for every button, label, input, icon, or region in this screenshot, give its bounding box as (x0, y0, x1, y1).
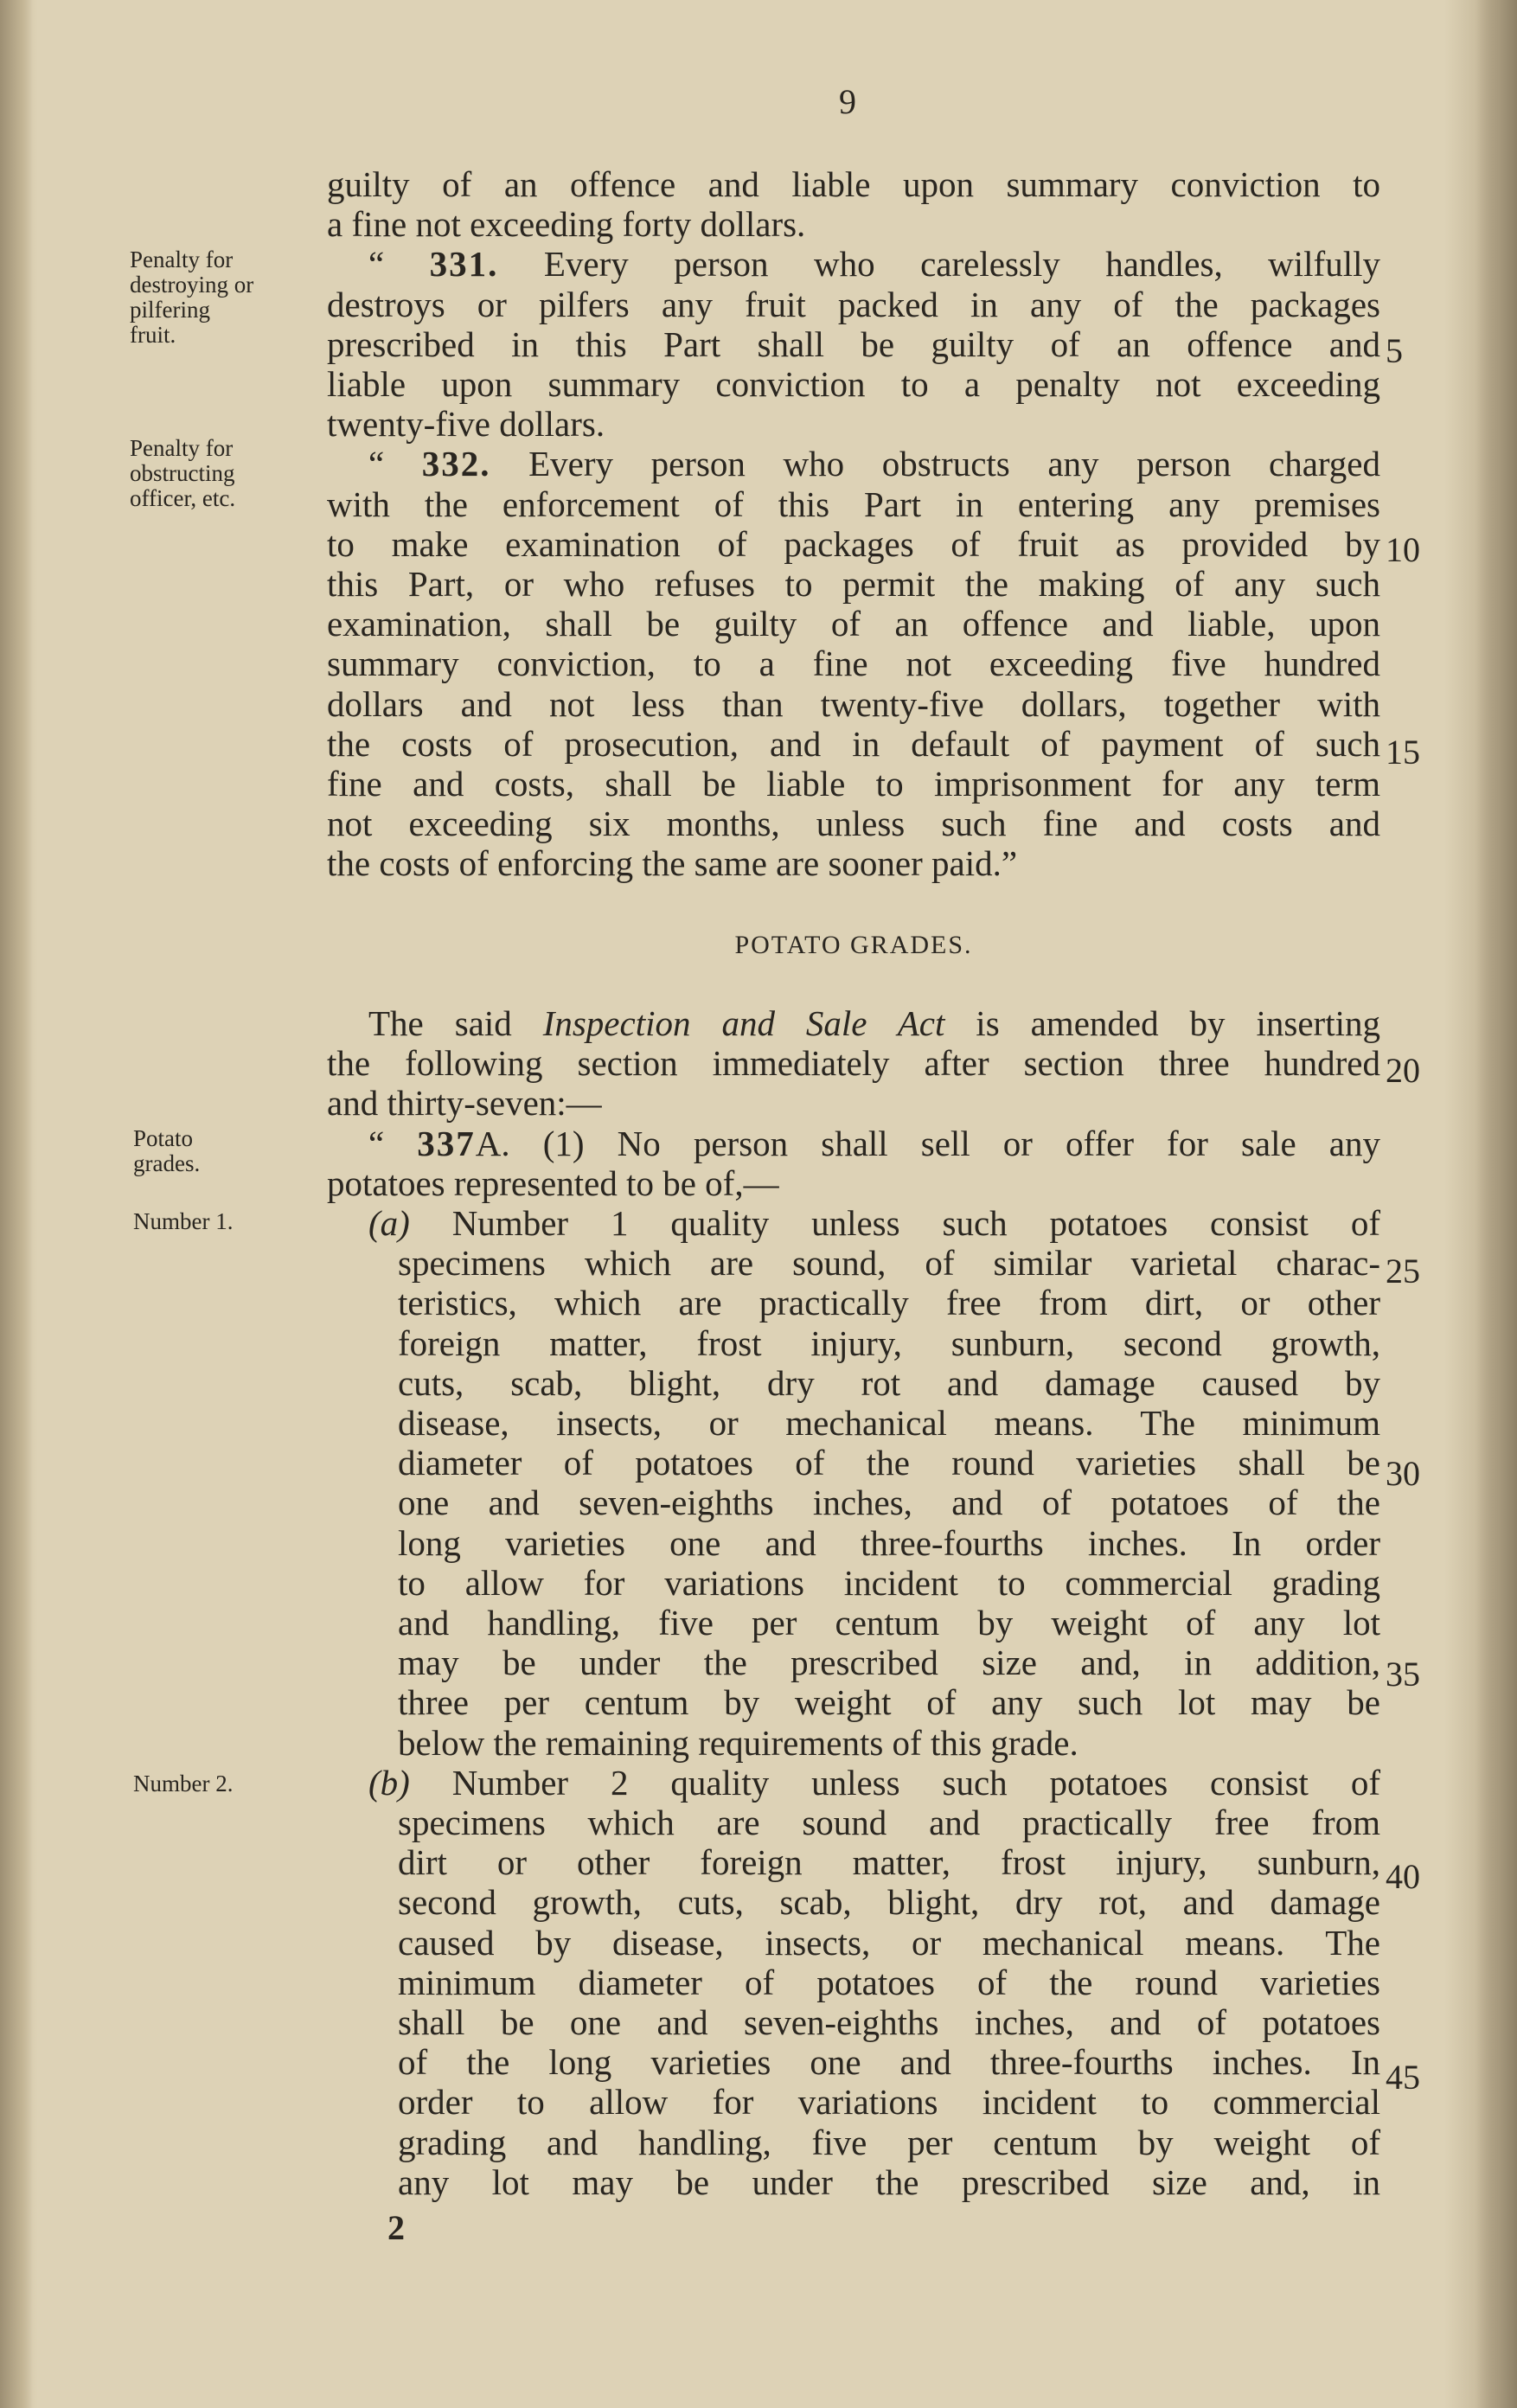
text-line: prescribed in this Part shall be guilty of an offence and (327, 323, 1380, 364)
line-number-20: 20 (1386, 1051, 1420, 1090)
line-number-45: 45 (1386, 2058, 1420, 2097)
text-line: disease, insects, or mechanical means. The minimum (398, 1403, 1380, 1444)
text-line: one and seven-eighths inches, and of potatoes of the (398, 1483, 1380, 1523)
text-line: may be under the prescribed size and, in addition, (398, 1643, 1380, 1683)
text-line: dirt or other foreign matter, frost injury, sunburn, (398, 1842, 1380, 1883)
text-line: this Part, or who refuses to permit the making of any such (327, 564, 1380, 605)
text-line: caused by disease, insects, or mechanical means. The (398, 1922, 1380, 1963)
text-line: fine and costs, shall be liable to imprisonment for any term (327, 764, 1380, 804)
text-line: liable upon summary conviction to a penalty not exceeding (327, 364, 1380, 405)
margin-note-number-2: Number 2. (133, 1771, 234, 1796)
text-line: not exceeding six months, unless such fine and costs and (327, 804, 1380, 844)
text-line: dollars and not less than twenty-five dollars, together with (327, 683, 1380, 724)
clause-label-a: (a) (368, 1203, 410, 1244)
section-number-337a: 337 (417, 1123, 476, 1163)
text-line: minimum diameter of potatoes of the round varieties (398, 1962, 1380, 2002)
text-line: order to allow for variations incident to commercial (398, 2082, 1380, 2123)
line-number-35: 35 (1386, 1655, 1420, 1694)
line-number-10: 10 (1386, 530, 1420, 569)
page-right-edge (1475, 0, 1517, 2408)
text-line: to allow for variations incident to commercial grading (398, 1562, 1380, 1603)
margin-note-number-1: Number 1. (133, 1208, 234, 1234)
line-number-40: 40 (1386, 1857, 1420, 1896)
clause-label-b: (b) (368, 1762, 410, 1803)
text-line: of the long varieties one and three-fourths inches. In (398, 2042, 1380, 2083)
section-332-heading-line: “ 332. Every person who obstructs any person charged (368, 444, 1381, 484)
text-line: any lot may be under the prescribed size and, in (398, 2161, 1380, 2202)
text-line: three per centum by weight of any such lot may be (398, 1682, 1380, 1723)
section-number-332: 332. (421, 444, 491, 484)
line-number-25: 25 (1386, 1252, 1420, 1290)
text-line: diameter of potatoes of the round varieties shall be (398, 1443, 1380, 1483)
line-number-5: 5 (1386, 331, 1403, 370)
amendment-intro-line: The said Inspection and Sale Act is amended by inserting (368, 1003, 1380, 1043)
clause-a-line: (a) Number 1 quality unless such potatoes consist of (368, 1203, 1380, 1244)
text-line: to make examination of packages of fruit as provided by (327, 523, 1380, 564)
clause-b-line: (b) Number 2 quality unless such potatoes consist of (368, 1762, 1380, 1803)
text-line: the costs of enforcing the same are sooner paid.” (327, 843, 1018, 884)
text-line: summary conviction, to a fine not exceeding five hundred (327, 644, 1380, 684)
book-binding-edge (0, 0, 33, 2408)
text-line: shall be one and seven-eighths inches, and of potatoes (398, 2002, 1380, 2043)
text-line: cuts, scab, blight, dry rot and damage caused by (398, 1362, 1380, 1403)
text-line: destroys or pilfers any fruit packed in any of the packages (327, 284, 1380, 324)
text-line: twenty-five dollars. (327, 404, 605, 445)
text-line: specimens which are sound and practically free from (398, 1803, 1380, 1843)
text-line: second growth, cuts, scab, blight, dry rot, and damage (398, 1882, 1380, 1923)
text-line: grading and handling, five per centum by weight of (398, 2122, 1380, 2162)
margin-note-potato-grades: Potato grades. (133, 1125, 201, 1176)
section-337a (327, 1003, 1380, 2202)
text-line: the following section immediately after section three hundred (327, 1043, 1380, 1084)
text-line: with the enforcement of this Part in entering any premises (327, 484, 1380, 524)
text-line: the costs of prosecution, and in default of payment of such (327, 723, 1380, 764)
text-line: and handling, five per centum by weight of any lot (398, 1603, 1380, 1643)
text-line: below the remaining requirements of this grade. (398, 1722, 1079, 1763)
page-number: 9 (839, 82, 856, 121)
section-331-heading-line: “ 331. Every person who carelessly handles, wilfully (368, 244, 1380, 285)
text-line: guilty of an offence and liable upon summary conviction to (327, 164, 1380, 204)
text-line: examination, shall be guilty of an offence and liable, upon (327, 604, 1380, 644)
act-title: Inspection and Sale Act (542, 1003, 945, 1043)
text-line: long varieties one and three-fourths inches. In order (398, 1522, 1380, 1563)
text-line: and thirty-seven:— (327, 1083, 602, 1124)
line-number-30: 30 (1386, 1454, 1420, 1493)
text-line: foreign matter, frost injury, sunburn, second growth, (398, 1322, 1380, 1363)
text-line: teristics, which are practically free from dirt, or other (398, 1283, 1380, 1323)
text-line: potatoes represented to be of,— (327, 1162, 779, 1203)
margin-note-penalty-destroying: Penalty for destroying or pilfering fruit. (130, 247, 254, 348)
section-heading-potato-grades: POTATO GRADES. (734, 931, 973, 959)
signature-mark: 2 (387, 2208, 405, 2247)
section-337a-heading-line: “ 337A. (1) No person shall sell or offer for sale any (368, 1123, 1380, 1163)
text-line: specimens which are sound, of similar varietal charac- (398, 1243, 1380, 1284)
line-number-15: 15 (1386, 733, 1420, 772)
sections-331-332 (327, 164, 1380, 884)
margin-note-penalty-obstructing: Penalty for obstructing officer, etc. (130, 435, 236, 511)
text-line: a fine not exceeding forty dollars. (327, 204, 806, 245)
section-number-331: 331. (429, 244, 499, 285)
